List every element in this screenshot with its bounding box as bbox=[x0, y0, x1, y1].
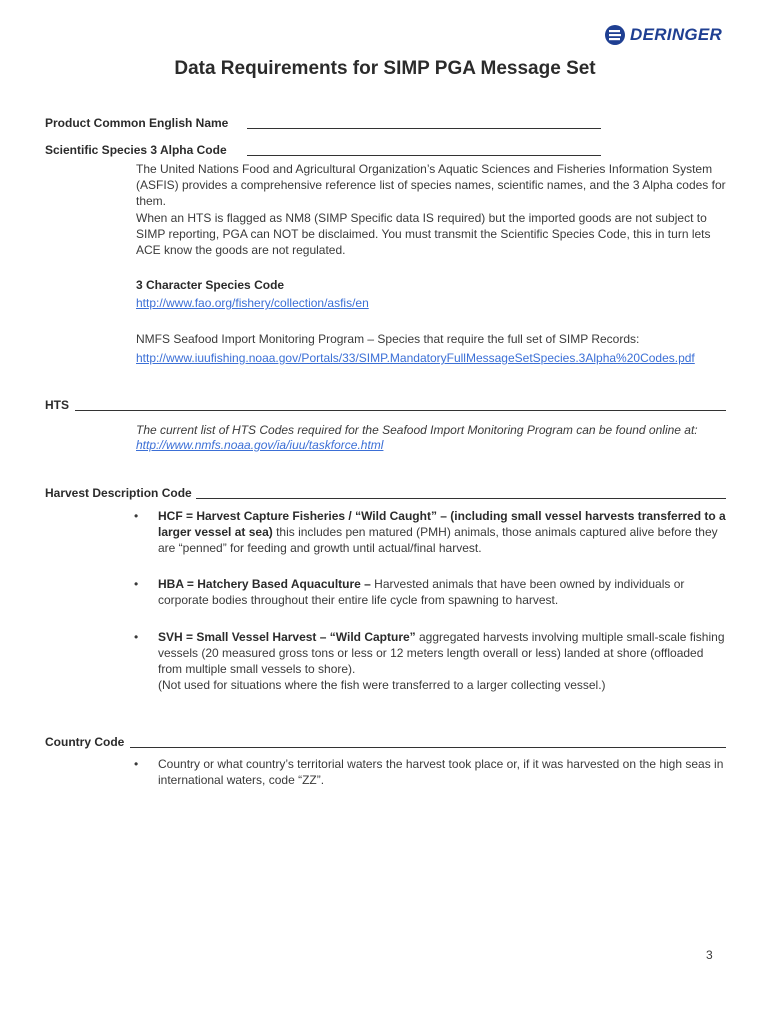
deringer-logo bbox=[604, 22, 722, 48]
bullet-icon: • bbox=[134, 509, 139, 523]
species-code-heading: 3 Character Species Code bbox=[136, 278, 285, 292]
list-item bbox=[134, 576, 726, 608]
page-number: 3 bbox=[706, 948, 713, 962]
hts-taskforce-link[interactable]: http://www.nmfs.noaa.gov/ia/iuu/taskforce.html bbox=[136, 438, 384, 452]
bullet-icon: • bbox=[134, 577, 139, 591]
list-item bbox=[134, 629, 726, 693]
country-code-field[interactable] bbox=[130, 747, 726, 748]
product-name-field[interactable] bbox=[247, 128, 601, 129]
asfis-paragraph: The United Nations Food and Agricultural Organization’s Aquatic Sciences and Fisheries Information System (ASFIS) provides a comprehensive reference list of species names, scientific names, and the 3 Alpha codes for them. bbox=[136, 162, 726, 208]
harvest-code-field[interactable] bbox=[196, 498, 726, 499]
scientific-code-field[interactable] bbox=[247, 155, 601, 156]
hts-field[interactable] bbox=[75, 410, 726, 411]
nm8-paragraph: When an HTS is flagged as NM8 (SIMP Specific data IS required) but the imported goods are not subject to SIMP reporting, PGA can NOT be disclaimed. You must transmit the Scientific Species Code, this in turn lets ACE know the goods are not regulated. bbox=[136, 211, 711, 257]
simp-species-link[interactable]: http://www.iuufishing.noaa.gov/Portals/33/SIMP.MandatoryFullMessageSetSpecies.3Alpha%20Codes.pdf bbox=[136, 351, 695, 365]
hcf-description: HCF = Harvest Capture Fisheries / “Wild Caught” – (including small vessel harvests transferred to a larger vessel at sea) this includes pen matured (PMH) animals, those animals captured alive before they are “penned” for feeding and growth until actual/final harvest. bbox=[158, 509, 726, 555]
svh-note: (Not used for situations where the fish were transferred to a larger collecting vessel.) bbox=[158, 678, 606, 692]
product-name-label: Product Common English Name bbox=[45, 116, 229, 130]
list-item bbox=[134, 756, 726, 788]
country-code-label: Country Code bbox=[45, 735, 125, 749]
deringer-logo-icon bbox=[604, 24, 626, 46]
country-description: Country or what country’s territorial waters the harvest took place or, if it was harvested on the high seas in international waters, code “ZZ”. bbox=[158, 757, 724, 787]
bullet-icon: • bbox=[134, 757, 139, 771]
svh-description: SVH = Small Vessel Harvest – “Wild Capture” aggregated harvests involving multiple small-scale fishing vessels (20 measured gross tons or less or 12 meters length overall or less) landed at shore (offloaded from multiple small vessels to shore). (Not used for situations where the fish were transferred to a larger collecting vessel.) bbox=[158, 630, 725, 692]
scientific-code-label: Scientific Species 3 Alpha Code bbox=[45, 143, 227, 157]
page-title: Data Requirements for SIMP PGA Message Set bbox=[174, 58, 596, 79]
bullet-icon: • bbox=[134, 630, 139, 644]
asfis-link[interactable]: http://www.fao.org/fishery/collection/asfis/en bbox=[136, 296, 369, 310]
hts-info-text: The current list of HTS Codes required for the Seafood Import Monitoring Program can be found online at: bbox=[136, 423, 698, 437]
list-item bbox=[134, 508, 726, 556]
logo-text: DERINGER bbox=[630, 25, 723, 44]
hba-description: HBA = Hatchery Based Aquaculture – Harvested animals that have been owned by individuals or corporate bodies throughout their entire life cycle from spawning to harvest. bbox=[158, 577, 685, 607]
nmfs-text: NMFS Seafood Import Monitoring Program – Species that require the full set of SIMP Records: bbox=[136, 332, 640, 346]
harvest-code-label: Harvest Description Code bbox=[45, 486, 192, 500]
hts-label: HTS bbox=[45, 398, 69, 412]
